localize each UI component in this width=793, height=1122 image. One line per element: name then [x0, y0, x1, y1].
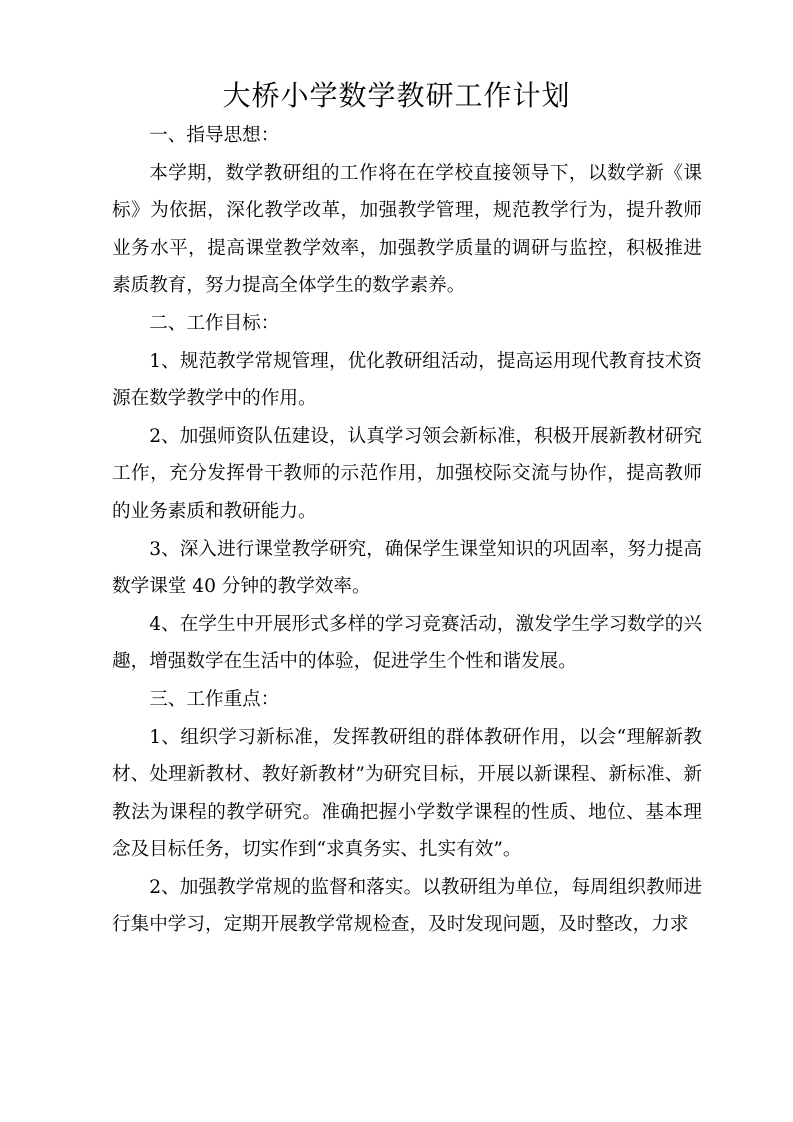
paragraph-guiding-ideology: 本学期，数学教研组的工作将在在学校直接领导下，以数学新《课标》为依据，深化教学改革，加强教学管理，规范教学行为，提升教师业务水平，提高课堂教学效率，加强教学质量的调研与监控，积极推进素质教育，努力提高全体学生的数学素养。: [112, 162, 702, 297]
section-heading-guiding-ideology: 一、指导思想：: [149, 125, 280, 146]
goal-item-3: 3、深入进行课堂教学研究，确保学生课堂知识的巩固率，努力提高数学课堂 40 分钟的教学效率。: [112, 538, 702, 598]
document-title: 大桥小学数学教研工作计划: [222, 79, 571, 112]
goal-item-4: 4、在学生中开展形式多样的学习竞赛活动，激发学生学习数学的兴趣，增强数学在生活中的体验，促进学生个性和谐发展。: [112, 613, 702, 673]
goal-item-1: 1、规范教学常规管理，优化教研组活动，提高运用现代教育技术资源在数学教学中的作用。: [112, 350, 702, 410]
document-body: [112, 117, 702, 944]
focus-item-2: 2、加强教学常规的监督和落实。以教研组为单位，每周组织教师进行集中学习，定期开展教学常规检查，及时发现问题，及时整改，力求: [112, 876, 702, 936]
section-heading-work-goals: 二、工作目标：: [149, 312, 280, 334]
section-heading-work-focus: 三、工作重点：: [149, 688, 280, 710]
goal-item-2: 2、加强师资队伍建设，认真学习领会新标准，积极开展新教材研究工作，充分发挥骨干教师的示范作用，加强校际交流与协作，提高教师的业务素质和教研能力。: [112, 425, 702, 522]
focus-item-1: 1、组织学习新标准，发挥教研组的群体教研作用，以会“理解新教材、处理新教材、教好新教材”为研究目标，开展以新课程、新标准、新教法为课程的教学研究。准确把握小学数学课程的性质、地位、基本理念及目标任务，切实作到“求真务实、扎实有效”。: [112, 726, 702, 861]
